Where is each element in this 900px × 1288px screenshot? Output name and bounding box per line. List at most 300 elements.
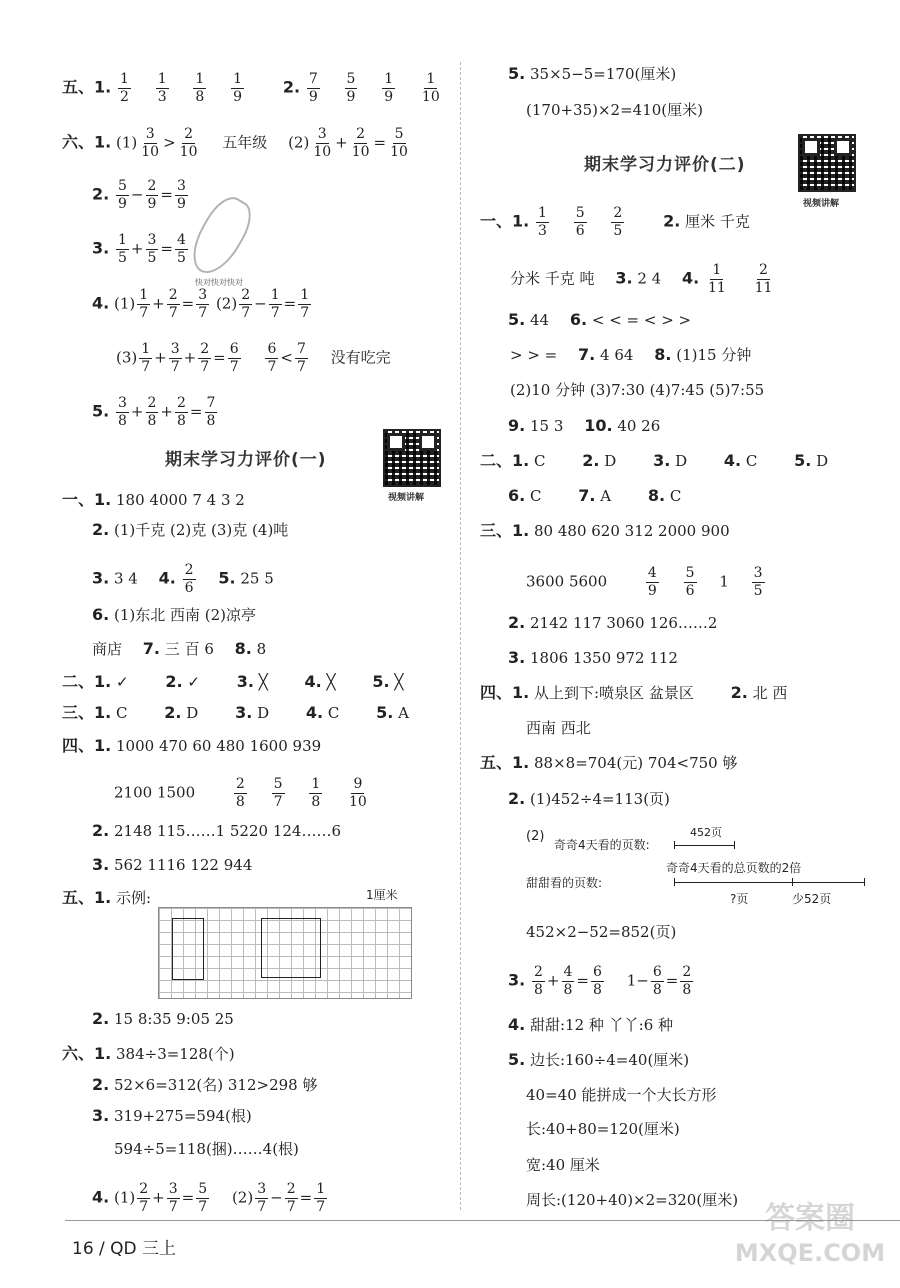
fraction: [388, 126, 410, 161]
numerator: 5: [118, 178, 127, 194]
line-e2-5-5: [508, 1048, 689, 1072]
numerator: 1: [311, 776, 321, 792]
denominator: 7: [241, 305, 251, 321]
question-label: 4.: [92, 1187, 110, 1207]
fraction: [295, 341, 308, 376]
denominator: 8: [195, 89, 205, 105]
denominator: 9: [233, 89, 243, 105]
denominator: 8: [534, 982, 543, 998]
fraction: [285, 1181, 298, 1216]
drawn-square: [261, 918, 321, 978]
numerator: 7: [206, 395, 216, 411]
numerator: 1: [195, 71, 205, 87]
operator: −: [130, 185, 144, 204]
operator: =: [283, 294, 297, 313]
fraction: [307, 71, 320, 106]
fraction: [536, 205, 549, 240]
check-mark: ✓: [116, 673, 129, 691]
numerator: 4: [647, 565, 657, 581]
line-e2-2-1: [480, 449, 828, 473]
answer-text: 3600 5600: [526, 572, 608, 591]
numerator: 2: [139, 1181, 149, 1197]
question-label: 3.: [653, 451, 671, 470]
fraction: [345, 71, 358, 106]
line-e2-1-6: [508, 414, 660, 438]
fraction: [156, 71, 169, 106]
numerator: 1: [233, 71, 243, 87]
answer-choice: D: [675, 452, 688, 470]
answer-text: 80 480 620 312 2000 900: [534, 522, 730, 540]
diagram-sub-label: (2): [526, 829, 545, 844]
answer-text: 甜甜:12 种 丫丫:6 种: [530, 1016, 674, 1034]
question-label: 5.: [376, 703, 394, 722]
numerator: 2: [147, 395, 157, 411]
question-label: 2.: [282, 77, 301, 97]
answer-text: 1806 1350 972 112: [530, 649, 678, 667]
numerator: 2: [286, 1181, 296, 1197]
line-e2-5-2: [508, 787, 670, 811]
question-label: 5.: [372, 672, 390, 691]
denominator: 6: [685, 583, 695, 599]
line-left-6-3: [92, 232, 190, 266]
cross-mark: ╳: [326, 673, 336, 691]
denominator: 11: [754, 280, 773, 296]
operator: −: [270, 1188, 283, 1207]
line-e2-5-8: [526, 1153, 600, 1177]
numerator: 2: [682, 964, 692, 980]
answer-text: 594÷5=118(捆)……4(根): [114, 1140, 299, 1158]
diagram-tick: [792, 878, 793, 886]
question-label: 2.: [92, 520, 110, 539]
line-e1-1-3: [92, 562, 274, 596]
question-label: 4.: [92, 293, 110, 313]
answer-text: 40 26: [617, 417, 661, 435]
line-e2-3-3: [508, 646, 678, 670]
numerator: 3: [753, 565, 763, 581]
question-label: 二、1.: [62, 672, 112, 691]
numerator: 1: [712, 262, 722, 278]
numerator: 3: [147, 232, 157, 248]
denominator: 10: [390, 144, 408, 160]
watermark-line1: 答案圈: [765, 1201, 855, 1236]
question-label: 5.: [508, 64, 526, 83]
answer-text: < < = < > >: [591, 311, 692, 329]
fraction: [532, 964, 545, 999]
answer-text: 示例:: [116, 889, 152, 907]
answer-text: 西南 西北: [526, 719, 591, 737]
fraction: [205, 395, 218, 430]
line-e1-6-1: [62, 1042, 235, 1066]
line-e2-1-5: [510, 378, 764, 402]
numerator: 3: [145, 126, 155, 142]
fraction: [183, 562, 196, 597]
question-label: 7.: [578, 345, 596, 364]
numerator: 3: [168, 1181, 178, 1197]
question-label: 2.: [663, 211, 681, 231]
numerator: 1: [120, 71, 129, 87]
carrot-doodle: [182, 190, 259, 282]
denominator: 8: [147, 413, 157, 429]
question-label: 一、1.: [62, 490, 112, 509]
denominator: 7: [141, 359, 151, 375]
operator: =: [665, 971, 679, 990]
answer-choice: A: [600, 487, 612, 505]
denominator: 7: [286, 1199, 296, 1215]
line-e1-1-5: [92, 637, 266, 661]
line-e2-5-2c: [526, 920, 676, 944]
question-label: 五、1.: [480, 753, 530, 772]
denominator: 7: [296, 359, 306, 375]
operator: =: [213, 348, 226, 367]
exam2-title: 期末学习力评价(二): [584, 155, 746, 175]
answer-text: (170+35)×2=410(厘米): [526, 101, 704, 119]
fraction: [146, 178, 159, 213]
answer-text: 周长:(120+40)×2=320(厘米): [526, 1191, 739, 1209]
sub-label: (1): [114, 294, 136, 313]
diagram-bar-tiantian: [674, 882, 864, 883]
numerator: 2: [184, 126, 194, 142]
answer-text: 宽:40 厘米: [526, 1156, 600, 1174]
fraction: [198, 341, 211, 376]
answer-text: 40=40 能拼成一个大长方形: [526, 1086, 717, 1104]
denominator: 5: [613, 223, 623, 239]
fraction: [753, 262, 775, 297]
question-label: 8.: [234, 639, 252, 658]
question-label: 五、1.: [62, 888, 112, 907]
line-e2-1-3: [508, 308, 691, 332]
numerator: 2: [241, 287, 251, 303]
line-e2-5-6: [526, 1083, 717, 1107]
question-label: 4.: [681, 268, 700, 288]
denominator: 8: [206, 413, 216, 429]
fraction: [175, 178, 188, 213]
numerator: 1: [118, 232, 127, 248]
numerator: 2: [147, 178, 157, 194]
numerator: 2: [235, 776, 245, 792]
line-e2-5-1: [480, 751, 737, 775]
fraction: [255, 1181, 268, 1216]
fraction: [298, 287, 311, 322]
answer-choice: C: [116, 704, 128, 722]
question-label: 五、1.: [62, 77, 112, 97]
numerator: 5: [198, 1181, 208, 1197]
operator: =: [181, 1188, 195, 1207]
question-label: 10.: [584, 416, 613, 435]
question-label: 3.: [508, 648, 526, 667]
fraction: [272, 776, 285, 811]
answer-text: 52×6=312(名) 312>298 够: [114, 1076, 318, 1094]
fraction: [137, 287, 150, 322]
numerator: 3: [177, 178, 186, 194]
numerator: 1: [270, 287, 280, 303]
numerator: 3: [317, 126, 327, 142]
operator: =: [189, 402, 203, 421]
diagram-less-value: 少52页: [792, 892, 832, 906]
denominator: 8: [682, 982, 692, 998]
question-label: 3.: [92, 855, 110, 874]
answer-text: 1: [719, 572, 729, 591]
question-label: 7.: [578, 486, 596, 505]
question-label: 2.: [508, 613, 526, 632]
line-e1-4-1b: [114, 776, 371, 810]
answer-text: 2 4: [637, 269, 662, 288]
answer-text: 88×8=704(元) 704<750 够: [534, 754, 738, 772]
answer-text: 三 百 6: [164, 640, 214, 658]
line-e1-3: [62, 701, 409, 725]
line-e2-3-1: [480, 519, 730, 543]
fraction: [562, 964, 575, 999]
operator: +: [130, 239, 144, 258]
question-label: 3.: [508, 970, 526, 990]
answer-text: 没有吃完: [330, 348, 391, 367]
answer-text: 从上到下:喷泉区 盆景区: [534, 684, 694, 702]
answer-text: 25 5: [240, 569, 274, 588]
answer-text: 北 西: [752, 684, 788, 702]
operator: +: [183, 348, 197, 367]
question-label: 6.: [92, 605, 110, 624]
operator: =: [181, 294, 195, 313]
fraction: [146, 232, 159, 267]
qr-code-icon[interactable]: [798, 134, 856, 192]
answer-text: (1)452÷4=113(页): [530, 790, 670, 808]
answer-choice: D: [816, 452, 829, 470]
answer-text: 3 4: [114, 569, 138, 588]
line-left-6-5: [92, 395, 219, 429]
fraction: [169, 341, 182, 376]
fraction: [309, 776, 322, 811]
denominator: 10: [313, 144, 332, 160]
diagram-question-value: ?页: [730, 892, 749, 906]
line-e2-1-2: [510, 262, 776, 296]
denominator: 9: [308, 89, 318, 105]
numerator: 2: [534, 964, 543, 980]
line-left-5: [62, 71, 444, 105]
denominator: 10: [351, 144, 370, 160]
denominator: 6: [575, 223, 585, 239]
question-label: 3.: [92, 238, 110, 258]
question-label: 二、1.: [480, 451, 530, 470]
denominator: 7: [257, 1199, 267, 1215]
fraction: [196, 1181, 209, 1216]
numerator: 7: [308, 71, 318, 87]
cross-mark: ╳: [394, 673, 404, 691]
answer-choice: D: [257, 704, 270, 722]
line-e2-1-1: [480, 205, 750, 239]
drawn-rectangle: [172, 918, 204, 980]
numerator: 6: [267, 341, 277, 357]
diagram-tick: [734, 841, 735, 849]
line-e1-1-1: [62, 488, 245, 512]
fraction: [591, 964, 604, 999]
fraction: [420, 71, 442, 106]
line-e1-2: [62, 670, 403, 694]
cross-mark: ╳: [258, 673, 268, 691]
numerator: 3: [170, 341, 180, 357]
question-label: 5.: [218, 568, 236, 588]
answer-text: 长:40+80=120(厘米): [526, 1120, 680, 1138]
question-label: 四、1.: [62, 736, 112, 755]
question-label: 3.: [615, 268, 633, 288]
faint-watermark: 快对快对快对: [195, 278, 243, 287]
grid-unit-label: 1厘米: [366, 888, 398, 902]
question-label: 5.: [508, 310, 526, 329]
fraction: [347, 776, 369, 811]
answer-text: 4 64: [600, 346, 634, 364]
answer-text: 452×2−52=852(页): [526, 923, 677, 941]
line-e1-5-2: [92, 1007, 234, 1031]
denominator: 9: [384, 89, 394, 105]
line-left-6-4: [92, 287, 313, 321]
operator: +: [335, 133, 348, 152]
denominator: 7: [200, 359, 210, 375]
question-label: 2.: [508, 789, 526, 808]
question-label: 3.: [236, 672, 254, 691]
denominator: 8: [563, 982, 573, 998]
operator: +: [152, 1188, 165, 1207]
numerator: 5: [346, 71, 356, 87]
check-mark: ✓: [187, 673, 200, 691]
question-label: 2.: [92, 1009, 110, 1028]
denominator: 10: [349, 794, 367, 810]
answer-text: 562 1116 122 944: [114, 856, 253, 874]
denominator: 9: [647, 583, 657, 599]
numerator: 1: [141, 341, 151, 357]
fraction: [611, 205, 624, 240]
denominator: 10: [421, 89, 440, 105]
operator: =: [373, 133, 387, 152]
answer-text: (1)千克 (2)克 (3)克 (4)吨: [114, 521, 289, 539]
line-e2-5-3: [508, 964, 695, 998]
question-label: 4.: [304, 672, 322, 691]
fraction: [116, 178, 129, 213]
answer-text: 厘米 千克: [685, 212, 750, 231]
operator: =: [160, 239, 173, 258]
denominator: 7: [170, 359, 180, 375]
answer-choice: C: [327, 704, 340, 722]
sub-label: (1): [114, 1188, 136, 1207]
answer-choice: C: [530, 487, 542, 505]
operator: 1−: [626, 971, 649, 990]
fraction: [239, 287, 252, 322]
fraction: [175, 232, 188, 267]
answer-text: (1)15 分钟: [676, 346, 752, 364]
question-label: 一、1.: [480, 211, 530, 231]
answer-text: 分米 千克 吨: [510, 269, 595, 288]
page-footer: 16 / QD 三上: [72, 1239, 177, 1259]
numerator: 1: [426, 71, 436, 87]
fraction: [269, 287, 282, 322]
denominator: 3: [157, 89, 167, 105]
question-label: 6.: [508, 486, 526, 505]
question-label: 4.: [508, 1015, 526, 1034]
answer-choice: A: [398, 704, 409, 722]
sub-label: (2): [231, 1188, 254, 1207]
denominator: 9: [147, 196, 157, 212]
fraction: [231, 71, 244, 106]
line-e2-3-2: [508, 611, 717, 635]
question-label: 3.: [235, 703, 253, 722]
fraction: [193, 71, 206, 106]
line-e1-6-3b: [114, 1137, 299, 1161]
denominator: 7: [168, 1199, 178, 1215]
diagram-tick: [674, 878, 675, 886]
answer-text: 2148 115……1 5220 124……6: [114, 822, 341, 840]
fraction: [167, 287, 180, 322]
numerator: 2: [613, 205, 623, 221]
diagram-tick: [864, 878, 865, 886]
line-e2-2-2: [508, 484, 681, 508]
answer-text: 边长:160÷4=40(厘米): [530, 1051, 690, 1069]
numerator: 5: [575, 205, 585, 221]
denominator: 9: [118, 196, 127, 212]
line-e1-6-3: [92, 1104, 252, 1128]
numerator: 2: [356, 126, 366, 142]
denominator: 8: [652, 982, 662, 998]
denominator: 11: [707, 280, 726, 296]
line-left-6-2: [92, 178, 190, 212]
line-e2-4-1: [480, 681, 787, 705]
denominator: 7: [273, 794, 283, 810]
denominator: 7: [267, 359, 277, 375]
question-label: 2.: [730, 683, 748, 702]
line-e2-1-4: [510, 343, 751, 367]
answer-choice: D: [604, 452, 617, 470]
question-label: 三、1.: [62, 703, 112, 722]
line-e1-1-4: [92, 603, 256, 627]
question-label: 8.: [647, 486, 666, 505]
fraction: [139, 341, 152, 376]
sub-label: (1): [116, 133, 138, 152]
fraction: [116, 395, 129, 430]
fraction: [350, 126, 372, 161]
column-divider: [460, 62, 461, 1210]
question-label: 6.: [569, 310, 588, 329]
qr-code-icon[interactable]: [383, 429, 441, 487]
numerator: 1: [300, 287, 310, 303]
denominator: 9: [346, 89, 356, 105]
fraction: [116, 232, 129, 267]
question-label: 5.: [794, 451, 812, 470]
denominator: 9: [177, 196, 186, 212]
sub-label: (3): [116, 348, 138, 367]
fraction: [706, 262, 728, 297]
numerator: 3: [198, 287, 208, 303]
denominator: 5: [753, 583, 763, 599]
numerator: 6: [593, 964, 602, 980]
answer-choice: D: [186, 704, 199, 722]
line-e1-4-3: [92, 853, 252, 877]
line-r-top-2: [526, 98, 703, 122]
line-e1-5-1: [62, 886, 151, 910]
question-label: 六、1.: [62, 1044, 112, 1063]
line-e1-6-4: [92, 1181, 329, 1215]
question-label: 2.: [92, 1075, 110, 1094]
line-e1-4-1: [62, 734, 321, 758]
question-label: 2.: [92, 821, 110, 840]
fraction: [234, 776, 247, 811]
question-label: 2.: [92, 184, 110, 204]
operator: <: [280, 348, 293, 367]
operator: +: [546, 971, 560, 990]
line-e2-3-1b: [526, 565, 767, 599]
denominator: 8: [177, 413, 186, 429]
fraction: [311, 126, 333, 161]
question-label: 4.: [158, 568, 176, 588]
question-label: 5.: [508, 1050, 526, 1069]
operator: >: [163, 133, 176, 152]
line-e1-4-2: [92, 819, 341, 843]
qr-caption: 视频讲解: [388, 493, 425, 503]
